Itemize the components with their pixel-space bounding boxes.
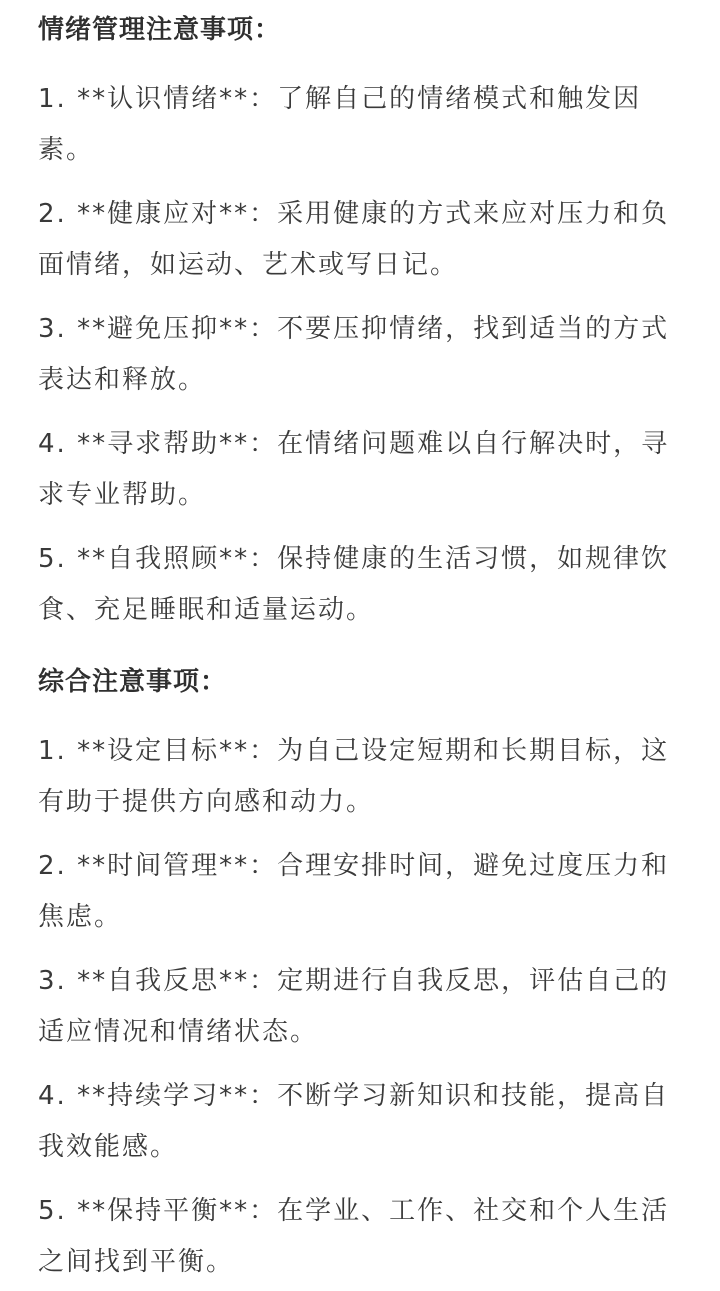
list-item: 2. **时间管理**：合理安排时间，避免过度压力和焦虑。 bbox=[38, 851, 670, 932]
list-item: 2. **健康应对**：采用健康的方式来应对压力和负面情绪，如运动、艺术或写日记。 bbox=[38, 199, 670, 280]
section-heading: 情绪管理注意事项： bbox=[38, 15, 282, 45]
list-item: 3. **自我反思**：定期进行自我反思，评估自己的适应情况和情绪状态。 bbox=[38, 966, 670, 1047]
section-emotion-management bbox=[38, 8, 682, 636]
list-item: 1. **设定目标**：为自己设定短期和长期目标，这有助于提供方向感和动力。 bbox=[38, 736, 670, 817]
section-heading: 综合注意事项： bbox=[38, 667, 228, 697]
list-item: 4. **持续学习**：不断学习新知识和技能，提高自我效能感。 bbox=[38, 1081, 670, 1162]
list-item: 5. **保持平衡**：在学业、工作、社交和个人生活之间找到平衡。 bbox=[38, 1196, 670, 1277]
list-item: 3. **避免压抑**：不要压抑情绪，找到适当的方式表达和释放。 bbox=[38, 314, 670, 395]
list-item: 1. **认识情绪**：了解自己的情绪模式和触发因素。 bbox=[38, 84, 642, 165]
list-item: 4. **寻求帮助**：在情绪问题难以自行解决时，寻求专业帮助。 bbox=[38, 429, 670, 510]
section-general-notes bbox=[38, 660, 682, 1288]
list-item: 5. **自我照顾**：保持健康的生活习惯，如规律饮食、充足睡眠和适量运动。 bbox=[38, 544, 670, 625]
